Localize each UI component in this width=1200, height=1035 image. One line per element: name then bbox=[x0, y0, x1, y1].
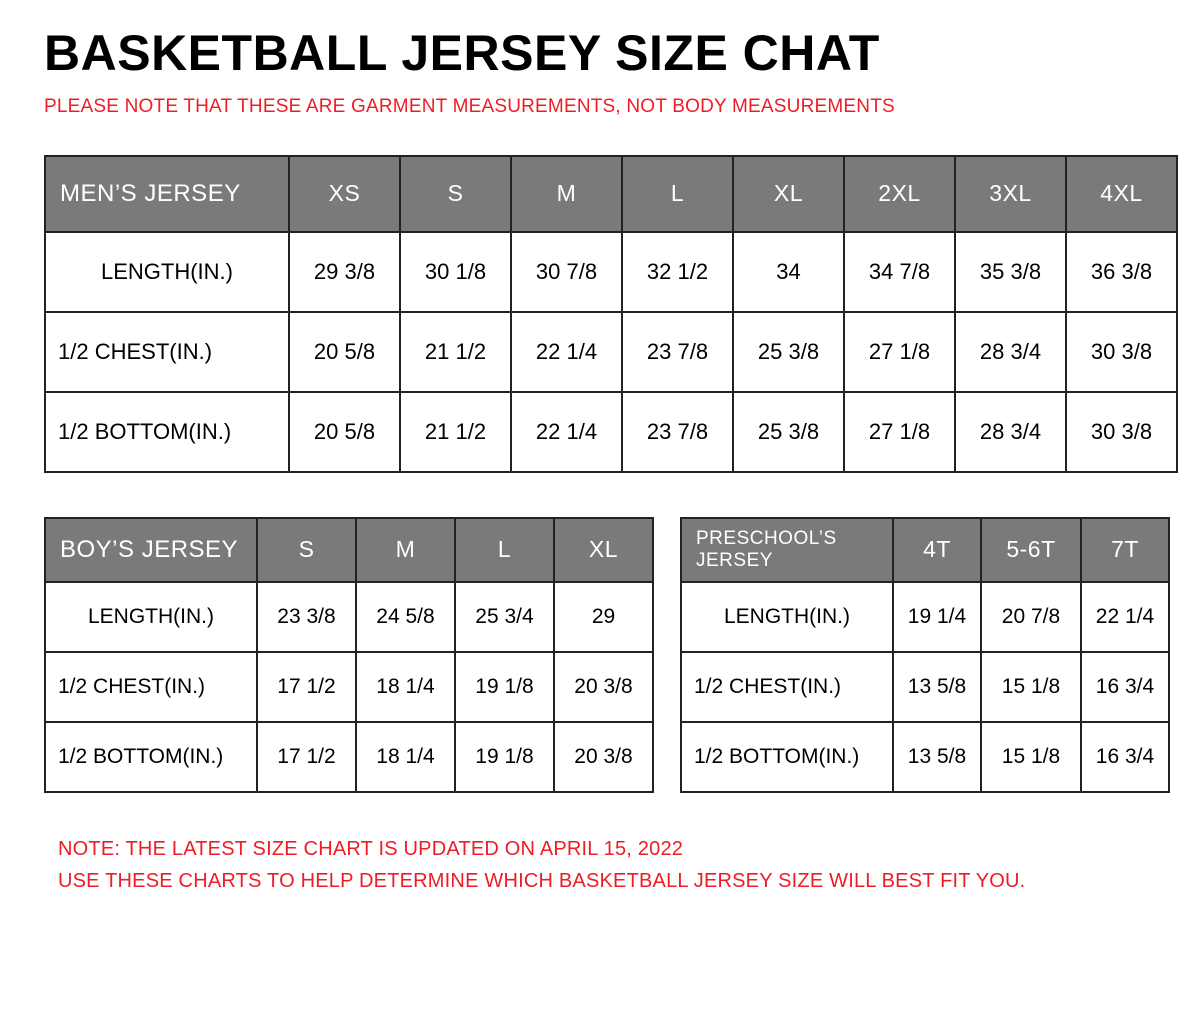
cell-value: 23 3/8 bbox=[257, 582, 356, 652]
table-row bbox=[45, 582, 653, 652]
cell-value: 25 3/8 bbox=[733, 392, 844, 472]
table-header-row bbox=[45, 156, 1177, 232]
column-header-men: MEN’S JERSEY bbox=[45, 156, 289, 232]
column-header-xs: XS bbox=[289, 156, 400, 232]
column-header-l: L bbox=[455, 518, 554, 582]
lower-tables-wrapper bbox=[44, 517, 1178, 793]
column-header-5-6t: 5-6T bbox=[981, 518, 1081, 582]
table-row bbox=[681, 722, 1169, 792]
column-header-preschool: PRESCHOOL’S JERSEY bbox=[681, 518, 893, 582]
cell-value: 19 1/8 bbox=[455, 652, 554, 722]
cell-value: 29 3/8 bbox=[289, 232, 400, 312]
table-row bbox=[45, 232, 1177, 312]
column-header-m: M bbox=[511, 156, 622, 232]
cell-value: 23 7/8 bbox=[622, 312, 733, 392]
row-label-length: LENGTH(IN.) bbox=[45, 232, 289, 312]
cell-value: 22 1/4 bbox=[1081, 582, 1169, 652]
cell-value: 28 3/4 bbox=[955, 312, 1066, 392]
column-header-s: S bbox=[257, 518, 356, 582]
footer-notes bbox=[58, 833, 1178, 897]
table-row bbox=[681, 652, 1169, 722]
table-row bbox=[45, 312, 1177, 392]
cell-value: 16 3/4 bbox=[1081, 722, 1169, 792]
cell-value: 21 1/2 bbox=[400, 392, 511, 472]
cell-value: 34 7/8 bbox=[844, 232, 955, 312]
row-label-length: LENGTH(IN.) bbox=[681, 582, 893, 652]
table-row bbox=[45, 722, 653, 792]
cell-value: 30 3/8 bbox=[1066, 392, 1177, 472]
column-header-xl: XL bbox=[733, 156, 844, 232]
cell-value: 35 3/8 bbox=[955, 232, 1066, 312]
column-header-boys: BOY’S JERSEY bbox=[45, 518, 257, 582]
column-header-l: L bbox=[622, 156, 733, 232]
cell-value: 17 1/2 bbox=[257, 722, 356, 792]
cell-value: 20 7/8 bbox=[981, 582, 1081, 652]
cell-value: 22 1/4 bbox=[511, 392, 622, 472]
table-row bbox=[681, 582, 1169, 652]
size-chart-page bbox=[0, 25, 1200, 1035]
cell-value: 27 1/8 bbox=[844, 312, 955, 392]
cell-value: 30 7/8 bbox=[511, 232, 622, 312]
cell-value: 21 1/2 bbox=[400, 312, 511, 392]
column-header-4t: 4T bbox=[893, 518, 981, 582]
cell-value: 22 1/4 bbox=[511, 312, 622, 392]
row-label-half-bottom: 1/2 BOTTOM(IN.) bbox=[45, 392, 289, 472]
cell-value: 25 3/4 bbox=[455, 582, 554, 652]
row-label-length: LENGTH(IN.) bbox=[45, 582, 257, 652]
cell-value: 34 bbox=[733, 232, 844, 312]
mens-jersey-size-table bbox=[44, 155, 1178, 473]
row-label-half-chest: 1/2 CHEST(IN.) bbox=[45, 312, 289, 392]
table-row bbox=[45, 652, 653, 722]
column-header-s: S bbox=[400, 156, 511, 232]
cell-value: 20 5/8 bbox=[289, 312, 400, 392]
cell-value: 30 1/8 bbox=[400, 232, 511, 312]
column-header-2xl: 2XL bbox=[844, 156, 955, 232]
page-title: BASKETBALL JERSEY SIZE CHAT bbox=[44, 25, 880, 81]
cell-value: 36 3/8 bbox=[1066, 232, 1177, 312]
garment-measurement-note: PLEASE NOTE THAT THESE ARE GARMENT MEASUREMENTS, NOT BODY MEASUREMENTS bbox=[44, 96, 895, 117]
column-header-7t: 7T bbox=[1081, 518, 1169, 582]
cell-value: 32 1/2 bbox=[622, 232, 733, 312]
cell-value: 23 7/8 bbox=[622, 392, 733, 472]
cell-value: 29 bbox=[554, 582, 653, 652]
table-row bbox=[45, 392, 1177, 472]
cell-value: 24 5/8 bbox=[356, 582, 455, 652]
cell-value: 28 3/4 bbox=[955, 392, 1066, 472]
cell-value: 15 1/8 bbox=[981, 652, 1081, 722]
cell-value: 15 1/8 bbox=[981, 722, 1081, 792]
cell-value: 20 3/8 bbox=[554, 722, 653, 792]
row-label-half-bottom: 1/2 BOTTOM(IN.) bbox=[45, 722, 257, 792]
cell-value: 18 1/4 bbox=[356, 722, 455, 792]
cell-value: 19 1/4 bbox=[893, 582, 981, 652]
row-label-half-bottom: 1/2 BOTTOM(IN.) bbox=[681, 722, 893, 792]
table-header-row bbox=[45, 518, 653, 582]
table-header-row bbox=[681, 518, 1169, 582]
cell-value: 16 3/4 bbox=[1081, 652, 1169, 722]
column-header-xl: XL bbox=[554, 518, 653, 582]
row-label-half-chest: 1/2 CHEST(IN.) bbox=[681, 652, 893, 722]
boys-jersey-size-table bbox=[44, 517, 654, 793]
cell-value: 20 5/8 bbox=[289, 392, 400, 472]
footer-note-update: NOTE: THE LATEST SIZE CHART IS UPDATED ON APRIL 15, 2022 bbox=[58, 837, 684, 860]
preschool-jersey-size-table bbox=[680, 517, 1170, 793]
column-header-m: M bbox=[356, 518, 455, 582]
cell-value: 19 1/8 bbox=[455, 722, 554, 792]
cell-value: 13 5/8 bbox=[893, 652, 981, 722]
row-label-half-chest: 1/2 CHEST(IN.) bbox=[45, 652, 257, 722]
cell-value: 30 3/8 bbox=[1066, 312, 1177, 392]
cell-value: 17 1/2 bbox=[257, 652, 356, 722]
cell-value: 20 3/8 bbox=[554, 652, 653, 722]
cell-value: 25 3/8 bbox=[733, 312, 844, 392]
cell-value: 18 1/4 bbox=[356, 652, 455, 722]
cell-value: 27 1/8 bbox=[844, 392, 955, 472]
column-header-3xl: 3XL bbox=[955, 156, 1066, 232]
column-header-4xl: 4XL bbox=[1066, 156, 1177, 232]
cell-value: 13 5/8 bbox=[893, 722, 981, 792]
footer-note-usage: USE THESE CHARTS TO HELP DETERMINE WHICH BASKETBALL JERSEY SIZE WILL BEST FIT YOU. bbox=[58, 869, 1026, 892]
